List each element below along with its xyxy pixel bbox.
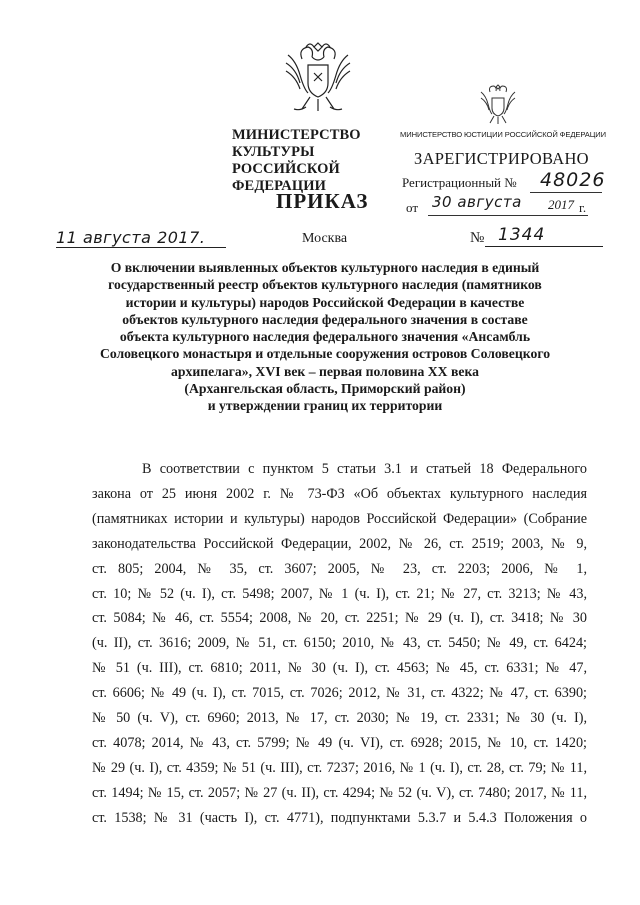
body-line: В соответствии с пунктом 5 статьи 3.1 и статьей 18 Федерального xyxy=(142,461,587,477)
title-line: архипелага», XVI век – первая половина XX века xyxy=(171,363,479,379)
body-line: № 29 (ч. I), ст. 4359; № 51 (ч. III), ст. 7237; 2016, № 1 (ч. I), ст. 28, ст. 79; № 11, xyxy=(92,759,587,776)
title-line: и утверждении границ их территории xyxy=(207,398,443,414)
title-line: истории и культуры) народов Российской Федерации в качестве xyxy=(125,294,525,310)
body-line: ст. 4078; 2014, № 43, ст. 5799; № 49 (ч. VI), ст. 6928; 2015, № 10, ст. 1420; xyxy=(92,734,587,751)
stamp-year-suffix: г. xyxy=(579,200,587,215)
title-line: Соловецкого монастыря и отдельные сооружения островов Соловецкого xyxy=(99,346,551,362)
order-date-underline xyxy=(56,247,226,248)
stamp-year: 2017 xyxy=(548,197,574,212)
body-line: законодательства Российской Федерации, 2002, № 26, ст. 2519; 2003, № 9, xyxy=(92,535,587,552)
stamp-from-label: от xyxy=(406,200,419,215)
stamp-registration-label: Регистрационный № xyxy=(402,175,517,190)
order-date: 11 августа 2017. xyxy=(56,228,206,247)
order-body-text xyxy=(92,457,587,831)
stamp-eagle-emblem-icon xyxy=(478,82,518,126)
body-line: ст. 6606; № 49 (ч. I), ст. 7015, ст. 7026; 2012, № 31, ст. 4322; № 47, ст. 6390; xyxy=(92,685,587,702)
title-line: государственный реестр объектов культурного наследия (памятников xyxy=(108,277,542,293)
body-line: ст. 805; 2004, № 35, ст. 3607; 2005, № 23, ст. 2203; 2006, № 1, xyxy=(92,560,587,577)
body-line: ст. 5084; № 46, ст. 5554; 2008, № 20, ст. 2251; № 29 (ч. I), ст. 3418; № 30 xyxy=(92,610,587,627)
body-line: ст. 1538; № 31 (часть I), ст. 4771), подпунктами 5.3.7 и 5.4.3 Положения о xyxy=(92,809,587,826)
title-line: О включении выявленных объектов культурного наследия в единый xyxy=(110,260,540,275)
title-line: объекта культурного наследия федерального значения «Ансамбль xyxy=(119,329,531,345)
stamp-organization: МИНИСТЕРСТВО ЮСТИЦИИ РОССИЙСКОЙ ФЕДЕРАЦИИ xyxy=(400,130,606,139)
body-line: ст. 1494; № 15, ст. 2057; № 27 (ч. II), ст. 4294; № 52 (ч. V), ст. 7480; 2017, № 11, xyxy=(92,784,587,801)
order-number: 1344 xyxy=(498,225,546,245)
stamp-registration-number: 48026 xyxy=(540,169,606,191)
order-number-underline xyxy=(485,246,603,247)
stamp-date: 30 августа xyxy=(432,193,522,211)
double-headed-eagle-emblem-icon xyxy=(282,37,354,117)
order-city: Москва xyxy=(302,231,348,246)
body-line: № 51 (ч. III), ст. 6810; 2011, № 30 (ч. I), ст. 4563; № 45, ст. 6331; № 47, xyxy=(92,660,587,677)
stamp-number-underline xyxy=(530,192,602,193)
body-line: закона от 25 июня 2002 г. № 73-ФЗ «Об объектах культурного наследия xyxy=(92,485,587,502)
body-line: (ч. II), ст. 3616; 2009, № 51, ст. 6150; 2010, № 43, ст. 5450; № 49, ст. 6424; xyxy=(92,635,587,652)
body-line: ст. 10; № 52 (ч. I), ст. 5498; 2007, № 1 (ч. I), ст. 21; № 27, ст. 3213; № 43, xyxy=(92,585,587,602)
ministry-line-2: РОССИЙСКОЙ ФЕДЕРАЦИИ xyxy=(232,161,340,194)
registration-stamp xyxy=(398,74,606,224)
order-title xyxy=(80,259,570,415)
stamp-date-underline xyxy=(428,215,588,216)
title-line: (Архангельская область, Приморский район) xyxy=(184,381,466,397)
ministry-line-1: МИНИСТЕРСТВО КУЛЬТУРЫ xyxy=(232,127,361,160)
order-number-sign: № xyxy=(470,230,485,246)
body-line: (памятниках истории и культуры) народов Российской Федерации» (Собрание xyxy=(92,510,587,527)
document-type-heading: ПРИКАЗ xyxy=(276,189,369,213)
stamp-registered-label: ЗАРЕГИСТРИРОВАНО xyxy=(414,149,589,168)
title-line: объектов культурного наследия федерального значения в составе xyxy=(122,311,528,327)
body-line: № 50 (ч. V), ст. 6960; 2013, № 17, ст. 2030; № 19, ст. 2331; № 30 (ч. I), xyxy=(92,710,587,727)
